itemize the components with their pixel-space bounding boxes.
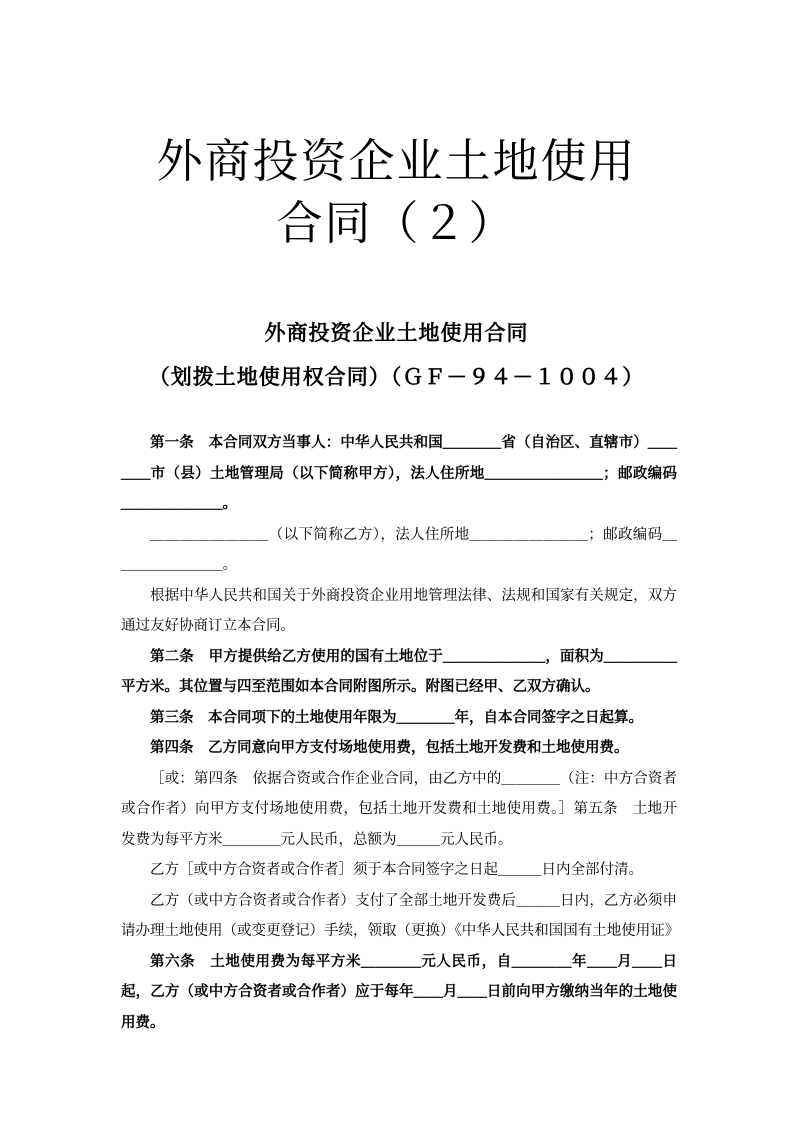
document-title-line-2: 合同（２） <box>276 196 517 250</box>
article-4-paragraph: 第四条 乙方同意向甲方支付场地使用费，包括土地开发费和土地使用费。 <box>150 739 629 756</box>
article-1-paragraph: 第一条 本合同双方当事人：中华人民共和国＿＿＿＿省（自治区、直辖市）＿＿＿＿市（县）土地管理局（以下简称甲方），法人住所地＿＿＿＿＿＿＿＿；邮政编码＿＿＿＿＿＿＿。 <box>121 434 677 512</box>
contract-title: 外商投资企业土地使用合同 <box>264 320 529 345</box>
article-4-alternative-paragraph: ［或：第四条 依据合资或合作企业合同，由乙方中的＿＿＿＿（注：中方合资者或合作者）向甲方支付场地使用费，包括土地开发费和土地使用费。］第五条 土地开发费为每平方米＿＿＿＿元人民币，总额为＿＿＿元人民币。 <box>121 770 677 848</box>
article-2-paragraph: 第二条 甲方提供给乙方使用的国有土地位于＿＿＿＿＿＿＿，面积为＿＿＿＿＿平方米。其位置与四至范围如本合同附图所示。附图已经甲、乙双方确认。 <box>121 647 677 695</box>
document-title-line-1: 外商投资企业土地使用 <box>156 134 637 188</box>
payment-deadline-paragraph: 乙方［或中方合资者或合作者］须于本合同签字之日起＿＿＿日内全部付清。 <box>150 862 643 878</box>
contract-subtitle: （划拨土地使用权合同）（ＧＦ－９４－１００４） <box>148 364 645 389</box>
preamble-paragraph: 根据中华人民共和国关于外商投资企业用地管理法律、法规和国家有关规定，双方通过友好协商订立本合同。 <box>121 587 677 634</box>
article-6-paragraph: 第六条 土地使用费为每平方米＿＿＿＿元人民币，自＿＿＿＿年＿＿月＿＿日起，乙方（或中方合资者或合作者）应于每年＿＿月＿＿日前向甲方缴纳当年的土地使用费。 <box>121 952 677 1031</box>
party-b-paragraph: ＿＿＿＿＿＿＿＿（以下简称乙方），法人住所地＿＿＿＿＿＿＿＿；邮政编码＿＿＿＿＿＿＿＿。 <box>121 526 677 573</box>
land-certificate-paragraph: 乙方（或中方合资者或合作者）支付了全部土地开发费后＿＿＿日内，乙方必须申请办理土地使用（或变更登记）手续，领取（更换）《中华人民共和国国有土地使用证》 <box>121 892 680 939</box>
article-3-paragraph: 第三条 本合同项下的土地使用年限为＿＿＿＿年，自本合同签字之日起算。 <box>150 708 643 726</box>
contract-body <box>121 428 680 1038</box>
